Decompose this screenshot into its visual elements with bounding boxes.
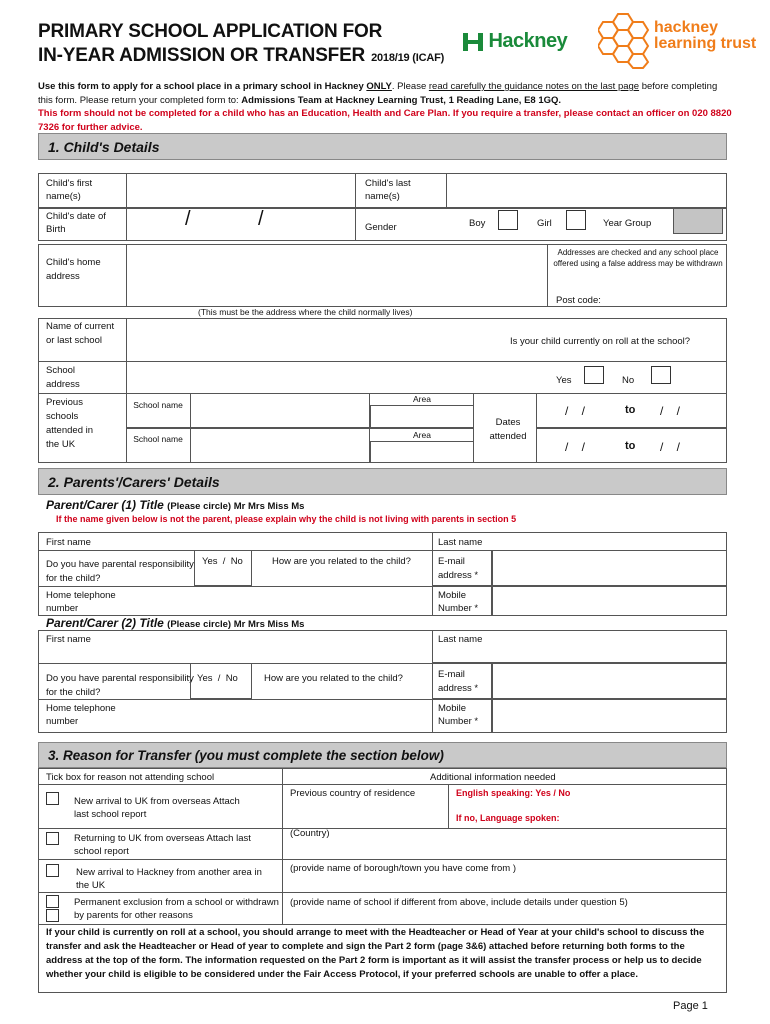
area-label-2: Area bbox=[413, 430, 431, 440]
child-first-name-label: Child's first name(s) bbox=[46, 178, 93, 202]
col-reason-header: Tick box for reason not attending school bbox=[46, 772, 215, 783]
p2-first-name-label: First name bbox=[46, 634, 91, 645]
p1-related-question: How are you related to the child? bbox=[272, 556, 411, 567]
parent2-title: Parent/Carer (2) Title (Please circle) Mr Mrs Miss Ms bbox=[46, 616, 305, 630]
reason2-checkbox[interactable] bbox=[46, 832, 59, 845]
date-to-2: to bbox=[625, 440, 636, 452]
reason1-label: New arrival to UK from overseas Attach last school report bbox=[74, 796, 240, 820]
p2-last-name-label: Last name bbox=[438, 634, 483, 645]
reason-divider-2 bbox=[38, 859, 727, 860]
p2-related-question: How are you related to the child? bbox=[264, 673, 403, 684]
p1-email-label: E-mail address * bbox=[438, 556, 479, 581]
hackney-h-icon bbox=[462, 31, 484, 53]
on-roll-no-label: No bbox=[622, 375, 635, 386]
address-input[interactable] bbox=[126, 244, 548, 307]
parent1-title: Parent/Carer (1) Title (Please circle) Mr Mrs Miss Ms bbox=[46, 498, 305, 512]
reason-divider-1 bbox=[38, 828, 727, 829]
p1-pr-question: Do you have parental responsibility for the child? bbox=[46, 559, 194, 584]
dob-slash-2: / bbox=[258, 208, 264, 230]
p1-home-tel-label: Home telephone number bbox=[46, 590, 116, 614]
child-last-name-input[interactable] bbox=[446, 173, 727, 209]
hexagon-cluster-icon bbox=[598, 12, 653, 70]
prev-school-name-input-1[interactable] bbox=[190, 393, 370, 428]
intro-text: Use this form to apply for a school place in a primary school in Hackney ONLY. Please read carefully the guidance notes on the last page before completing this form. Please return your completed form to: Admissions Team at Hackney Learning Trust, 1 Reading Lane, E8 1GQ. bbox=[38, 81, 718, 106]
dob-slash-1: / bbox=[185, 208, 191, 230]
hlt-logo-line2: learning trust bbox=[654, 35, 757, 52]
ehcp-warning: This form should not be completed for a child who has an Education, Health and Care Plan. If you require a transfer, please contact an officer on 020 8820 7326 for further advice. bbox=[38, 108, 732, 133]
section3-heading: 3. Reason for Transfer (you must complete the section below) bbox=[38, 742, 727, 768]
p1-last-name-label: Last name bbox=[438, 537, 483, 548]
school-address-label: School address bbox=[46, 365, 80, 390]
p1-mobile-label: Mobile Number * bbox=[438, 590, 479, 614]
reason3-checkbox[interactable] bbox=[46, 864, 59, 877]
boy-checkbox[interactable] bbox=[498, 210, 518, 230]
p2-mobile-input[interactable] bbox=[492, 699, 727, 733]
girl-label: Girl bbox=[537, 218, 552, 229]
area-input-1[interactable] bbox=[370, 405, 474, 428]
p2-pr-yes-no-label: Yes / No bbox=[197, 673, 238, 684]
form-title-line1: PRIMARY SCHOOL APPLICATION FOR bbox=[38, 21, 383, 42]
reason4-checkbox-a[interactable] bbox=[46, 895, 59, 908]
reason3-label: New arrival to Hackney from another area in the UK bbox=[76, 867, 262, 891]
reason1-english: English speaking: Yes / No bbox=[456, 788, 571, 798]
hackney-logo: Hackney bbox=[462, 30, 567, 53]
area-input-2[interactable] bbox=[370, 441, 474, 463]
school-name-label-1: School name bbox=[133, 400, 183, 410]
reason-divider-3 bbox=[38, 892, 727, 893]
school-name-label-2: School name bbox=[133, 434, 183, 444]
section2-heading: 2. Parents'/Carers' Details bbox=[38, 468, 727, 495]
dob-label: Child's date of Birth bbox=[46, 211, 106, 235]
date-until-2: / / bbox=[660, 440, 681, 454]
child-first-name-input[interactable] bbox=[126, 173, 356, 209]
hlt-logo bbox=[598, 12, 757, 75]
year-group-label: Year Group bbox=[603, 218, 652, 229]
reason1-language: If no, Language spoken: bbox=[456, 813, 560, 823]
previous-schools-label: Previous schools attended in the UK bbox=[46, 397, 94, 450]
p1-pr-yes-no-label: Yes / No bbox=[202, 556, 243, 567]
col-info-header: Additional information needed bbox=[430, 772, 556, 783]
boy-label: Boy bbox=[469, 218, 486, 229]
parent-warning: If the name given below is not the parent, please explain why the child is not living with parents in section 5 bbox=[56, 514, 517, 524]
p1-email-input[interactable] bbox=[492, 550, 727, 586]
address-note: Addresses are checked and any school place offered using a false address may be withdrawn bbox=[553, 248, 723, 268]
form-title-line2: IN-YEAR ADMISSION OR TRANSFER 2018/19 (ICAF) bbox=[38, 45, 445, 66]
p2-email-input[interactable] bbox=[492, 663, 727, 699]
school-address-input[interactable] bbox=[126, 361, 727, 394]
gender-label: Gender bbox=[365, 222, 397, 233]
child-last-name-label: Child's last name(s) bbox=[365, 178, 411, 202]
reason2-info: (Country) bbox=[290, 828, 330, 839]
reason2-label: Returning to UK from overseas Attach last school report bbox=[74, 833, 251, 857]
reason4-checkbox-b[interactable] bbox=[46, 909, 59, 922]
hlt-logo-line1: hackney bbox=[654, 19, 719, 36]
reason3-info: (provide name of borough/town you have come from ) bbox=[290, 863, 517, 874]
date-to-1: to bbox=[625, 404, 636, 416]
on-roll-yes-checkbox[interactable] bbox=[584, 366, 604, 384]
address-footnote: (This must be the address where the child normally lives) bbox=[198, 307, 413, 317]
p2-email-label: E-mail address * bbox=[438, 669, 479, 694]
section3-footer-note: If your child is currently on roll at a school, you should arrange to meet with the Headteacher or Head of Year at your child's school to discuss the transfer and ask the Headteacher or Head of year to complete and sign the Part 2 form (page 3&6) attached before returning both forms to the address at the top of the form. The information requested on the Part 2 form is important as it will assist the transfer process or help us to decide whether your child is eligible to be considered under the Fair Access Protocol, if your preferred schools are unable to offer a place. bbox=[46, 927, 705, 980]
reason4-label: Permanent exclusion from a school or withdrawn by parents for other reasons bbox=[74, 897, 279, 921]
dates-attended-label: Dates attended bbox=[489, 417, 527, 442]
address-label: Child's home address bbox=[46, 257, 101, 282]
p1-mobile-input[interactable] bbox=[492, 586, 727, 616]
year-group-input[interactable] bbox=[673, 208, 723, 234]
date-from-2: / / bbox=[565, 440, 586, 454]
reason4-info: (provide name of school if different from above, include details under question 5) bbox=[290, 897, 628, 908]
date-until-1: / / bbox=[660, 404, 681, 418]
date-from-1: / / bbox=[565, 404, 586, 418]
page-number: Page 1 bbox=[673, 1000, 708, 1012]
on-roll-no-checkbox[interactable] bbox=[651, 366, 671, 384]
p1-first-name-label: First name bbox=[46, 537, 91, 548]
area-label-1: Area bbox=[413, 394, 431, 404]
p2-home-tel-label: Home telephone number bbox=[46, 703, 116, 727]
p2-mobile-label: Mobile Number * bbox=[438, 703, 479, 727]
reason-col-divider bbox=[282, 768, 283, 925]
postcode-label: Post code: bbox=[556, 295, 601, 306]
p2-pr-question: Do you have parental responsibility for the child? bbox=[46, 673, 194, 698]
reason1-checkbox[interactable] bbox=[46, 792, 59, 805]
prev-school-name-input-2[interactable] bbox=[190, 428, 370, 463]
on-roll-question: Is your child currently on roll at the school? bbox=[510, 336, 691, 347]
reason1-info: Previous country of residence bbox=[290, 788, 416, 799]
current-school-label: Name of current or last school bbox=[46, 321, 115, 346]
section1-heading: 1. Child's Details bbox=[38, 133, 727, 160]
dob-input[interactable] bbox=[126, 207, 356, 241]
reason-divider-4 bbox=[38, 924, 727, 925]
girl-checkbox[interactable] bbox=[566, 210, 586, 230]
on-roll-yes-label: Yes bbox=[556, 375, 572, 386]
